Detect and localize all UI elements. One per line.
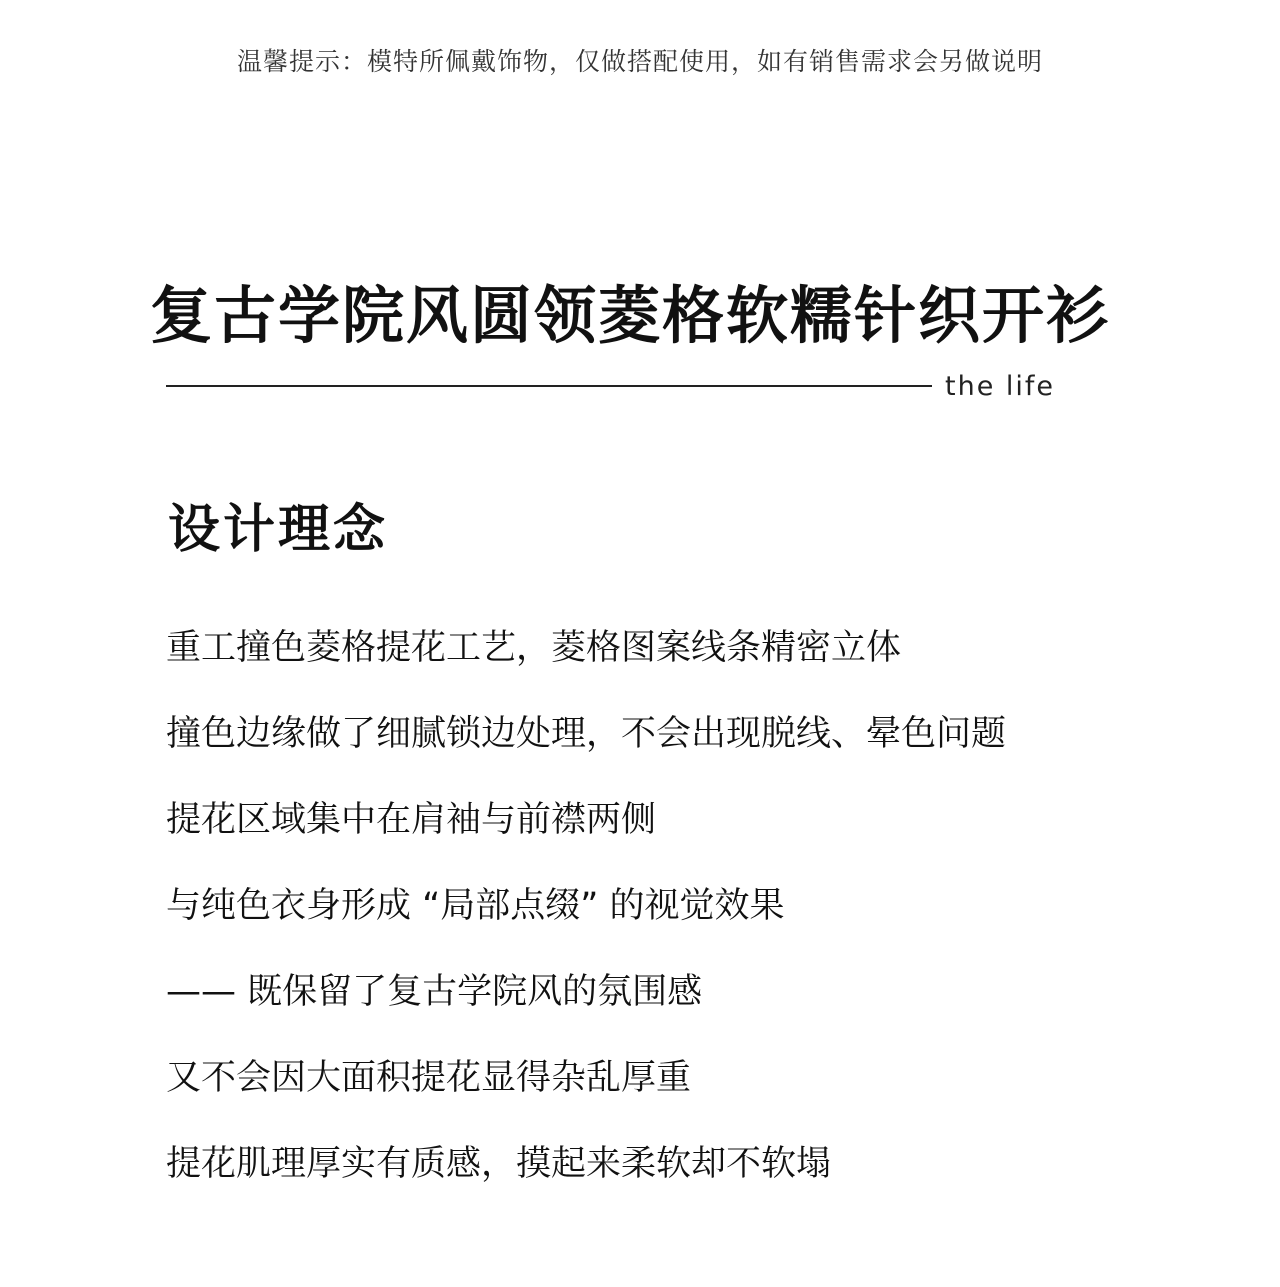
design-line: 提花区域集中在肩袖与前襟两侧: [166, 800, 657, 840]
subtitle-the-life: the life: [945, 371, 1056, 402]
design-line: 撞色边缘做了细腻锁边处理，不会出现脱线、晕色问题: [166, 714, 1007, 754]
design-concept-list: [166, 622, 1166, 1224]
design-line: 重工撞色菱格提花工艺，菱格图案线条精密立体: [166, 628, 902, 668]
product-title: 复古学院风圆领菱格软糯针织开衫: [150, 279, 1111, 352]
title-divider-line: [166, 385, 932, 387]
model-accessory-notice: 温馨提示：模特所佩戴饰物，仅做搭配使用，如有销售需求会另做说明: [236, 47, 1043, 76]
design-line: 与纯色衣身形成 “局部点缀” 的视觉效果: [166, 886, 785, 926]
design-concept-heading: 设计理念: [168, 500, 389, 560]
design-line: 又不会因大面积提花显得杂乱厚重: [166, 1058, 692, 1098]
design-line: —— 既保留了复古学院风的氛围感: [166, 972, 703, 1012]
design-line: 提花肌理厚实有质感，摸起来柔软却不软塌: [166, 1144, 832, 1184]
